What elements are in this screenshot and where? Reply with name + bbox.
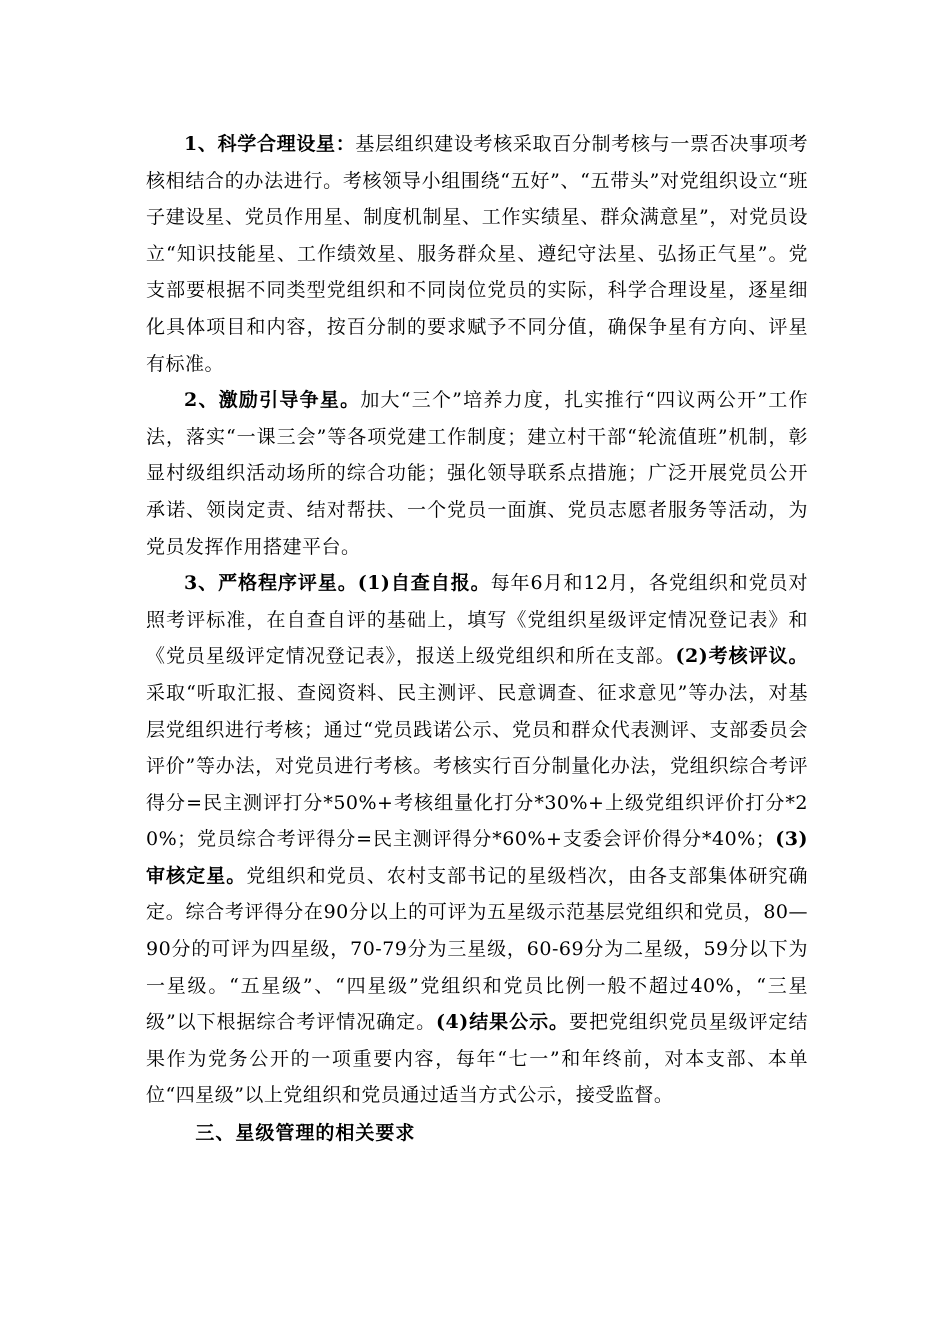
subsection-text-self-check: 每年6月和12月，各党组织和党员对照考评标准，在自查自评的基础上，填写《党组织星级评定情况登记表》和《党员星级评定情况登记表》，报送上级党组织和所在支部。 [146, 572, 808, 668]
subsection-title-publicity: (4)结果公示。 [436, 1011, 569, 1034]
paragraph-incentive-star-striving [146, 382, 808, 565]
subsection-text-publicity: 要把党组织党员星级评定结果作为党务公开的一项重要内容，每年“七一”和年终前，对本支部、本单位“四星级”以上党组织和党员通过适当方式公示，接受监督。 [146, 1011, 808, 1107]
paragraph-strict-star-rating [146, 565, 808, 1114]
paragraph-title: 1、科学合理设星： [184, 133, 356, 155]
subsection-text-review: 党组织和党员、农村支部书记的星级档次，由各支部集体研究确定。综合考评得分在90分以上的可评为五星级示范基层党组织和党员，80—90分的可评为四星级，70-79分为三星级，60-69分为二星级，59分以下为一星级。“五星级”、“四星级”党组织和党员比例一般不超过40%，“三星级”以下根据综合考评情况确定。 [146, 864, 808, 1034]
paragraph-title: 2、激励引导争星。 [184, 389, 361, 412]
document-body [146, 126, 808, 1152]
paragraph-title: 3、严格程序评星。 [184, 572, 358, 595]
subsection-title-self-check: (1)自查自报。 [357, 572, 491, 595]
paragraph-scientific-star-setting [146, 126, 808, 382]
section-heading: 三、星级管理的相关要求 [195, 1122, 416, 1145]
subsection-title-review: (3)审核定星。 [146, 828, 808, 887]
subsection-title-assessment: (2)考核评议。 [675, 645, 808, 668]
paragraph-text: 基层组织建设考核采取百分制考核与一票否决事项考核相结合的办法进行。考核领导小组围绕“五好”、“五带头”对党组织设立“班子建设星、党员作用星、制度机制星、工作实绩星、群众满意星”，对党员设立“知识技能星、工作绩效星、服务群众星、遵纪守法星、弘扬正气星”。党支部要根据不同类型党组织和不同岗位党员的实际，科学合理设星，逐星细化具体项目和内容，按百分制的要求赋予不同分值，确保争星有方向、评星有标准。 [146, 133, 808, 375]
paragraph-text: 加大“三个”培养力度，扎实推行“四议两公开”工作法，落实“一课三会”等各项党建工作制度；建立村干部“轮流值班”机制，彰显村级组织活动场所的综合功能；强化领导联系点措施；广泛开展党员公开承诺、领岗定责、结对帮扶、一个党员一面旗、党员志愿者服务等活动，为党员发挥作用搭建平台。 [146, 389, 808, 558]
subsection-text-assessment: 采取“听取汇报、查阅资料、民主测评、民意调查、征求意见”等办法，对基层党组织进行考核；通过“党员践诺公示、党员和群众代表测评、支部委员会评价”等办法，对党员进行考核。考核实行百分制量化办法，党组织综合考评得分=民主测评打分*50%+考核组量化打分*30%+上级党组织评价打分*20%；党员综合考评得分=民主测评得分*60%+支委会评价得分*40%； [146, 681, 808, 851]
